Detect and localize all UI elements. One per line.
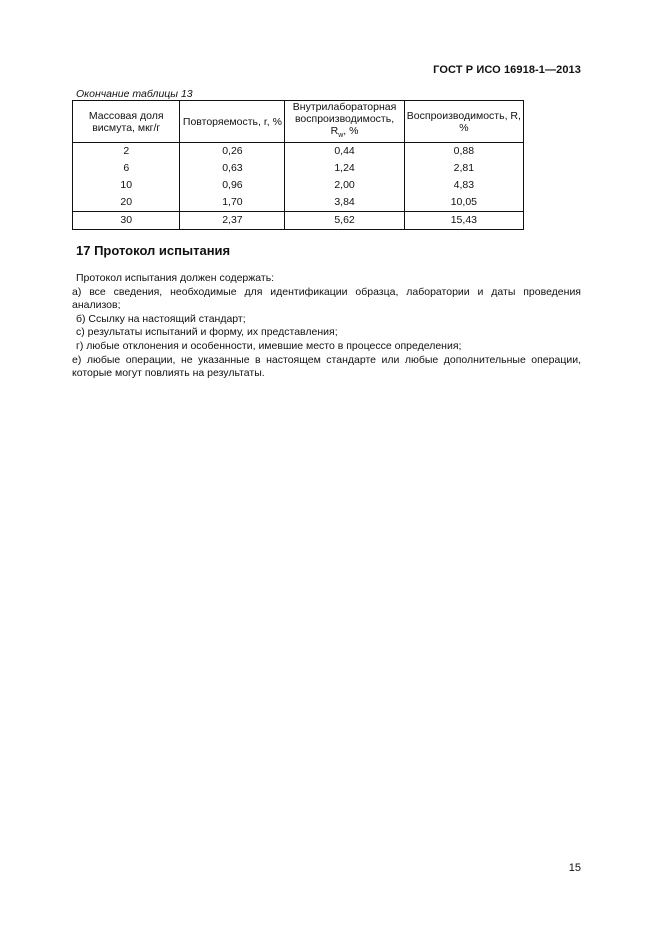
cell-reproducibility: 10,05: [404, 194, 523, 212]
cell-reproducibility: 15,43: [404, 212, 523, 230]
list-item: с) результаты испытаний и форму, их представления;: [76, 326, 338, 339]
table-row: [73, 212, 524, 230]
list-item: г) любые отклонения и особенности, имевшие место в процессе определения;: [76, 339, 462, 352]
section-intro: Протокол испытания должен содержать:: [76, 272, 275, 284]
cell-reproducibility: 4,83: [404, 177, 523, 194]
column-header-reproducibility: Воспроизводимость, R, %: [404, 101, 523, 143]
cell-intralab: 0,44: [285, 143, 404, 161]
table-row: [73, 160, 524, 177]
cell-mass-fraction: 30: [73, 212, 180, 230]
cell-repeatability: 0,63: [180, 160, 285, 177]
list-item: е) любые операции, не указанные в настоящем стандарте или любые дополнительные операции, которые могут повлиять на результаты.: [72, 353, 581, 380]
cell-mass-fraction: 6: [73, 160, 180, 177]
column-header-intralab-reproducibility: [285, 101, 404, 143]
precision-table: [72, 100, 524, 230]
table-caption: Окончание таблицы 13: [76, 88, 193, 100]
cell-intralab: 5,62: [285, 212, 404, 230]
table-header-row: [73, 101, 524, 143]
standard-header: ГОСТ Р ИСО 16918-1—2013: [433, 64, 581, 76]
cell-mass-fraction: 2: [73, 143, 180, 161]
cell-mass-fraction: 10: [73, 177, 180, 194]
cell-repeatability: 0,96: [180, 177, 285, 194]
cell-repeatability: 2,37: [180, 212, 285, 230]
cell-repeatability: 1,70: [180, 194, 285, 212]
list-item: б) Ссылку на настоящий стандарт;: [76, 312, 246, 325]
intralab-subscript: w: [338, 132, 344, 140]
cell-mass-fraction: 20: [73, 194, 180, 212]
cell-intralab: 2,00: [285, 177, 404, 194]
column-header-mass-fraction: Массовая доля висмута, мкг/г: [73, 101, 180, 143]
cell-reproducibility: 0,88: [404, 143, 523, 161]
cell-reproducibility: 2,81: [404, 160, 523, 177]
table-row: [73, 177, 524, 194]
cell-repeatability: 0,26: [180, 143, 285, 161]
page-number: 15: [568, 862, 581, 874]
table-row: [73, 143, 524, 161]
list-item: а) все сведения, необходимые для идентификации образца, лаборатории и даты проведения анализов;: [72, 285, 581, 312]
cell-intralab: 1,24: [285, 160, 404, 177]
intralab-symbol: R: [330, 125, 339, 137]
section-body: [72, 272, 581, 381]
table-row: [73, 194, 524, 212]
cell-intralab: 3,84: [285, 194, 404, 212]
intralab-unit: , %: [343, 125, 359, 137]
intralab-label: Внутрилабораторная воспроизводимость,: [292, 101, 397, 125]
section-title: 17 Протокол испытания: [76, 243, 231, 258]
column-header-repeatability: Повторяемость, r, %: [180, 101, 285, 143]
